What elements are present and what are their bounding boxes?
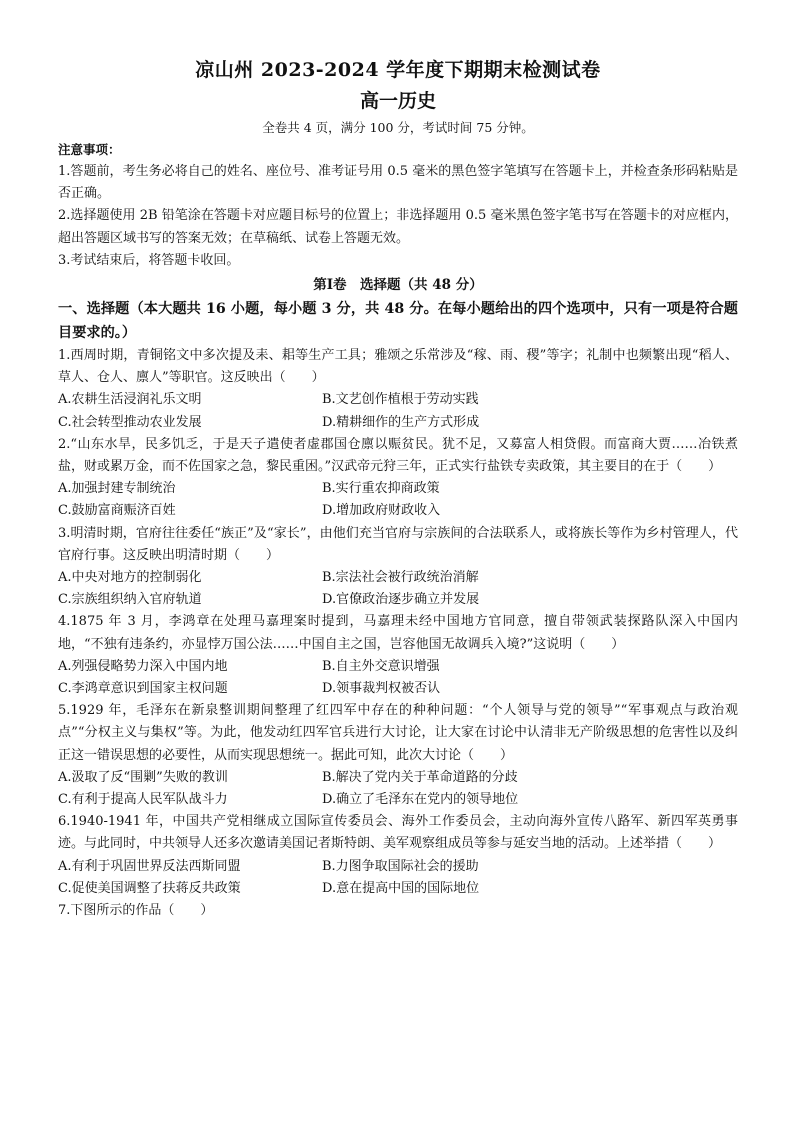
question-options [58,389,738,433]
question-6 [58,811,738,900]
option-a: A.农耕生活浸润礼乐文明 [58,392,202,408]
option-d: D.确立了毛泽东在党内的领导地位 [322,792,519,808]
option-d: D.增加政府财政收入 [322,503,441,519]
option-d: D.意在提高中国的国际地位 [322,880,480,896]
option-a: A.中央对地方的控制弱化 [58,570,202,586]
option-b: B.文艺创作植根于劳动实践 [322,392,479,408]
notice-item: 3.考试结束后，将答题卡收回。 [58,252,240,268]
option-b: B.实行重农抑商政策 [322,481,440,497]
question-options [58,567,738,611]
question-options [58,656,738,700]
part-title: 一、选择题（本大题共 16 小题，每小题 3 分，共 48 分。在每小题给出的四个选项中，只有一项是符合题目要求的。） [58,301,738,342]
option-c: C.有利于提高人民军队战斗力 [58,792,228,808]
option-b: B.力图争取国际社会的援助 [322,858,479,874]
question-stem: 7.下图所示的作品（ ） [58,903,214,919]
option-c: C.鼓励富商赈济百姓 [58,503,176,519]
exam-title: 凉山州 2023-2024 学年度下期期末检测试卷 [195,59,601,81]
option-c: C.促使美国调整了扶蒋反共政策 [58,880,241,896]
question-4 [58,611,738,700]
question-stem: 3.明清时期，官府往往委任“族正”及“家长”，由他们充当官府与宗族间的合法联系人，或将族长等作为乡村管理人，代官府行事。这反映出明清时期（ ） [58,525,738,563]
option-c: C.李鸿章意识到国家主权问题 [58,681,228,697]
option-a: A.列强侵略势力深入中国内地 [58,658,228,674]
option-a: A.汲取了反“围剿”失败的教训 [58,769,228,785]
option-a: A.有利于巩固世界反法西斯同盟 [58,858,241,874]
question-stem: 1.西周时期，青铜铭文中多次提及耒、耜等生产工具；雅颂之乐常涉及“稼、雨、稷”等字；礼制中也频繁出现“稻人、草人、仓人、廪人”等职官。这反映出（ ） [58,348,738,386]
question-stem: 4.1875 年 3 月，李鸿章在处理马嘉理案时提到，马嘉理未经中国地方官同意，擅自带领武装探路队深入中国内地，“不独有违条约，亦显悖万国公法……中国自主之国，岂容他国无故调兵入境?”这说明（ ） [58,614,738,652]
exam-page [58,56,738,922]
question-2 [58,434,738,523]
option-b: B.自主外交意识增强 [322,658,440,674]
notice-item: 1.答题前，考生务必将自己的姓名、座位号、准考证号用 0.5 毫米的黑色签字笔填写在答题卡上，并检查条形码粘贴是否正确。 [58,164,738,202]
question-5 [58,700,738,811]
question-options [58,856,738,900]
question-3 [58,523,738,612]
option-b: B.解决了党内关于革命道路的分歧 [322,769,518,785]
question-7 [58,900,738,922]
option-a: A.加强封建专制统治 [58,481,176,497]
option-d: D.领事裁判权被否认 [322,681,441,697]
exam-subject: 高一历史 [359,90,436,112]
option-c: C.社会转型推动农业发展 [58,414,202,430]
notice-item: 2.选择题使用 2B 铅笔涂在答题卡对应题目标号的位置上；非选择题用 0.5 毫米黑色签字笔书写在答题卡的对应框内，超出答题区域书写的答案无效；在草稿纸、试卷上答题无效。 [58,208,738,246]
option-d: D.精耕细作的生产方式形成 [322,414,480,430]
option-c: C.宗族组织纳入官府轨道 [58,592,202,608]
question-stem: 2.“山东水旱，民多饥乏，于是天子遣使者虚郡国仓廪以赈贫民。犹不足，又募富人相贷假。而富商大贾……冶铁煮盐，财或累万金，而不佐国家之急，黎民重困。”汉武帝元狩三年，正式实行盐铁专卖政策，其主要目的在于（ ） [58,436,738,475]
question-stem: 6.1940-1941 年，中国共产党相继成立国际宣传委员会、海外工作委员会，主动向海外宣传八路军、新四军英勇事迹。与此同时，中共领导人还多次邀请美国记者斯特朗、美军观察组成员等参与延安当地的活动。上述举措（ ） [58,814,738,852]
notice-title: 注意事项： [58,142,121,157]
question-options [58,478,738,522]
question-1 [58,345,738,434]
option-d: D.官僚政治逐步确立并发展 [322,592,480,608]
exam-meta: 全卷共 4 页，满分 100 分，考试时间 75 分钟。 [262,120,534,135]
question-options [58,767,738,811]
section-title: 第Ⅰ卷 选择题（共 48 分） [313,277,483,294]
option-b: B.宗法社会被行政统治消解 [322,570,479,586]
question-stem: 5.1929 年，毛泽东在新泉整训期间整理了红四军中存在的种种问题：“个人领导与党的领导”“军事观点与政治观点”“分权主义与集权”等。为此，他发动红四军官兵进行大讨论，让大家在讨论中认清非无产阶级思想的危害性以及纠正这一错误思想的必要性，从而实现思想统一。据此可知，此次大讨论（ ） [58,703,738,763]
